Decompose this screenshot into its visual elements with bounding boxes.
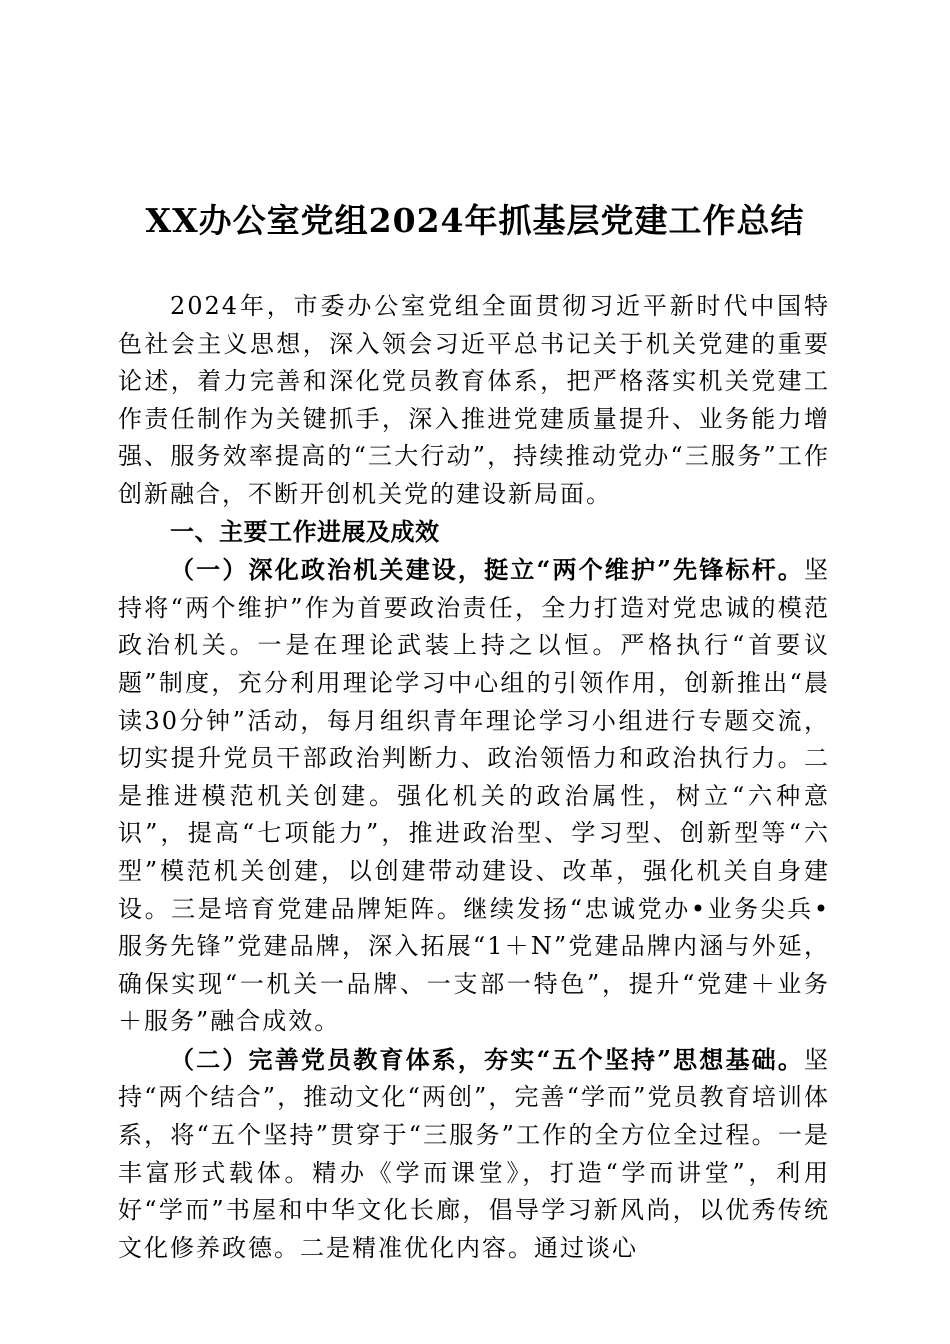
paragraph-text: 坚持“两个结合”，推动文化“两创”，完善“学而”党员教育培训体系，将“五个坚持”贯穿于“三服务”工作的全方位全过程。一是丰富形式载体。精办《学而课堂》，打造“学而讲堂”，利用好“学而”书屋和中华文化长廊，倡导学习新风尚，以优秀传统文化修养政德。二是精准优化内容。通过谈心 <box>118 1045 830 1262</box>
intro-paragraph: 2024年，市委办公室党组全面贯彻习近平新时代中国特色社会主义思想，深入领会习近平总书记关于机关党建的重要论述，着力完善和深化党员教育体系，把严格落实机关党建工作责任制作为关键抓手，深入推进党建质量提升、业务能力增强、服务效率提高的“三大行动”，持续推动党办“三服务”工作创新融合，不断开创机关党的建设新局面。 <box>118 292 830 508</box>
body-paragraph <box>118 1041 830 1268</box>
subsection-heading: （一）深化政治机关建设，挺立“两个维护”先锋标杆。 <box>170 555 804 585</box>
paragraph-text: 坚持将“两个维护”作为首要政治责任，全力打造对党忠诚的模范政治机关。一是在理论武装上持之以恒。严格执行“首要议题”制度，充分利用理论学习中心组的引领作用，创新推出“晨读30分钟”活动，每月组织青年理论学习小组进行专题交流，切实提升党员干部政治判断力、政治领悟力和政治执行力。二是推进模范机关创建。强化机关的政治属性，树立“六种意识”，提高“七项能力”，推进政治型、学习型、创新型等“六型”模范机关创建，以创建带动建设、改革，强化机关自身建设。三是培育党建品牌矩阵。继续发扬“忠诚党办•业务尖兵•服务先锋”党建品牌，深入拓展“1＋N”党建品牌内涵与外延，确保实现“一机关一品牌、一支部一特色”，提升“党建＋业务＋服务”融合成效。 <box>118 556 830 1036</box>
subsection-heading: （二）完善党员教育体系，夯实“五个坚持”思想基础。 <box>170 1044 804 1074</box>
document-body <box>118 288 830 1267</box>
document-title: XX办公室党组2024年抓基层党建工作总结 <box>145 201 805 240</box>
body-paragraph <box>118 551 830 1041</box>
section-heading: 一、主要工作进展及成效 <box>170 517 440 546</box>
